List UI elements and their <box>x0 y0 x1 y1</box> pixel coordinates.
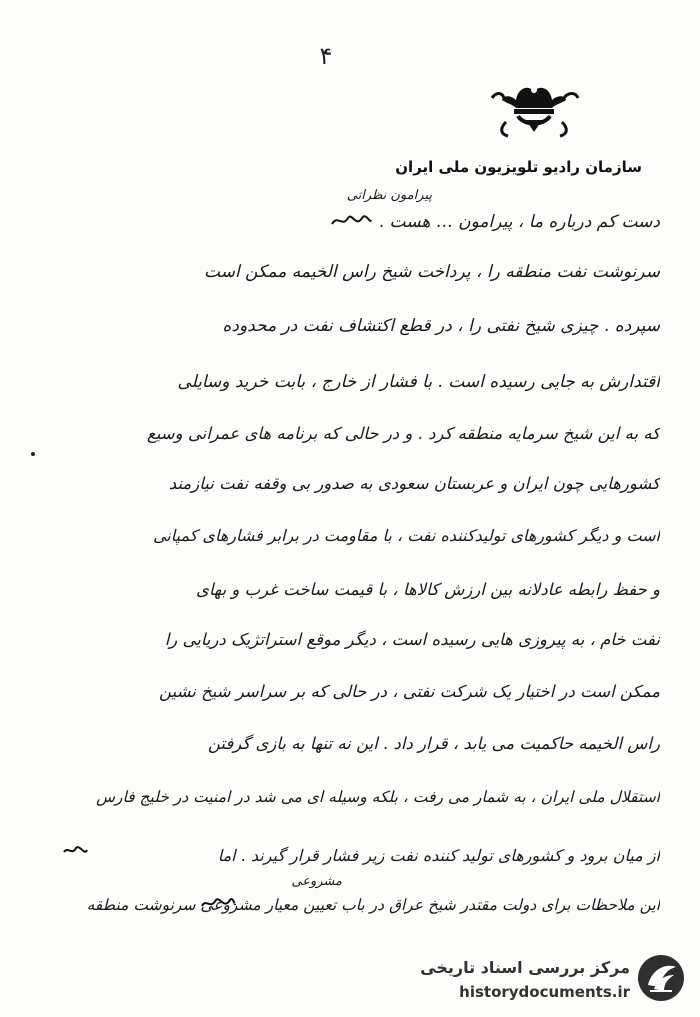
royal-crown-emblem-icon <box>486 80 582 142</box>
margin-insert: مشروعی <box>291 874 342 889</box>
letter-line: این ملاحظات برای دولت مقتدر شیخ عراق در باب تعیین معیار مشروعی سرنوشت منطقه <box>86 896 660 914</box>
letter-line: راس الخیمه حاکمیت می یابد ، قرار داد . این نه تنها به بازی گرفتن <box>207 734 660 753</box>
letter-line: سپرده . چیزی شیخ نفتی را ، در قطع اکتشاف نفت در محدوده <box>222 316 660 336</box>
letter-line: سرنوشت نفت منطقه را ، پرداخت شیخ راس الخیمه ممکن است <box>204 262 660 282</box>
letter-line: استقلال ملی ایران ، به شمار می رفت ، بلکه وسیله ای می شد در امنیت در خلیج فارس <box>96 788 660 806</box>
letter-line: ممکن است در اختیار یک شرکت نفتی ، در حالی که بر سراسر شیخ نشین <box>159 682 660 701</box>
archive-website[interactable]: historydocuments.ir <box>459 983 630 1001</box>
letter-line: اقتدارش به جایی رسیده است . با فشار از خارج ، بابت خرید وسایلی <box>177 372 660 392</box>
organization-name: سازمان رادیو تلویزیون ملی ایران <box>395 158 642 176</box>
strikethrough-scribble <box>62 844 88 858</box>
archive-logo-icon <box>636 953 686 1003</box>
letter-line: که به این شیخ سرمایه منطقه کرد . و در حالی که برنامه های عمرانی وسیع <box>147 424 660 443</box>
ink-dot <box>31 452 35 456</box>
letter-line: از میان برود و کشورهای تولید کننده نفت زیر فشار قرار گیرند . اما <box>217 846 660 865</box>
letter-line: نفت خام ، به پیروزی هایی رسیده است ، دیگر موقع استراتژیک دریایی را <box>164 630 660 649</box>
strikethrough-scribble <box>200 896 236 912</box>
strikethrough-scribble <box>330 212 372 230</box>
letter-line: کشورهایی چون ایران و عربستان سعودی به صدور بی وقفه نفت نیازمند <box>168 474 660 493</box>
letter-line: و حفظ رابطه عادلانه بین ارزش کالاها ، با قیمت ساخت غرب و بهای <box>196 580 660 599</box>
letter-line: است و دیگر کشورهای تولیدکننده نفت ، با مقاومت در برابر فشارهای کمپانی <box>152 526 660 545</box>
inserted-note: پیرامون نظراتی <box>346 188 432 203</box>
archive-name: مرکز بررسی اسناد تاریخی <box>420 958 630 977</box>
page-number: ۴ <box>319 42 333 70</box>
letter-salutation: دست کم درباره ما ، پیرامون … هست . <box>378 212 660 232</box>
